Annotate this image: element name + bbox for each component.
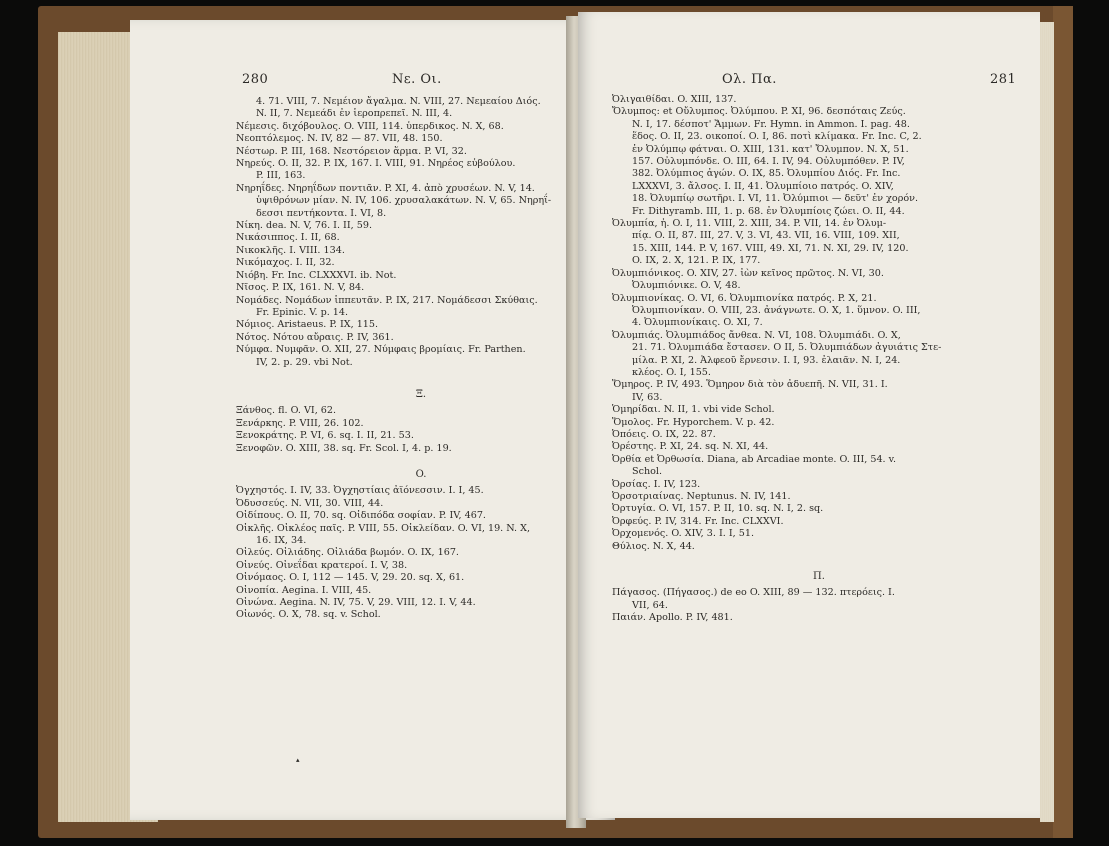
index-entry: Ὀρσίας. I. IV, 123.: [612, 478, 701, 490]
index-entry: Ὀγχηστός. I. IV, 33. Ὀγχηστίαις ἀϊόνεσσιν. I. I, 45.: [236, 485, 484, 497]
left-page: [130, 20, 615, 820]
index-entry: 18. Ὀλυμπίῳ σωτῆρι. I. VI, 11. Ὀλύμπιοι — δεῦτ' ἐν χορόν.: [632, 193, 918, 205]
index-entry: Ὀλυμπιονίκας. O. VI, 6. Ὀλυμπιονίκα πατρός. P. X, 21.: [612, 292, 877, 304]
running-head: Νε. Οι.: [392, 72, 442, 87]
page-number: 281: [990, 72, 1017, 87]
index-entry: ἐν Ὀλύμπῳ φάτναι. O. XIII, 131. κατ' Ὄλυμπον. N. X, 51.: [632, 143, 909, 155]
index-entry: Παιάν. Apollo. P. IV, 481.: [612, 612, 733, 624]
index-entry: πίᾳ. O. II, 87. III, 27. V, 3. VI, 43. VII, 16. VIII, 109. XII,: [632, 230, 900, 242]
index-entry: 16. IX, 34.: [256, 535, 307, 546]
index-entry: ἕδος. O. II, 23. οικοποί. O. I, 86. ποτὶ κλίμακα. Fr. Inc. C, 2.: [632, 131, 922, 143]
index-entry: Ὀλυμπιόνικε. O. V, 48.: [632, 280, 741, 292]
print-mark: ▴: [296, 756, 300, 764]
index-entry: Οἰδίπους. O. II, 70. sq. Οἰδιπόδα σοφίαν. P. IV, 467.: [236, 510, 486, 522]
index-entry: Οἰνώνα. Aegina. N. IV, 75. V, 29. VIII, 12. I. V, 44.: [236, 597, 476, 609]
index-entry: 21. 71. Ὀλυμπιάδα ἔστασεν. O II, 5. Ὀλυμπιάδων ἀγυιάτις Στε-: [632, 342, 942, 354]
index-entry: O. IX, 2. X, 121. P. IX, 177.: [632, 255, 761, 267]
index-entry: Νικόμαχος. I. II, 32.: [236, 257, 335, 269]
index-entry: Fr. Dithyramb. III, 1. p. 68. ἐν Ὀλυμπίοις ζώει. O. II, 44.: [632, 205, 905, 217]
page-number: 280: [242, 72, 269, 87]
index-entry: VII, 64.: [632, 599, 668, 611]
page-edges-right: [1040, 22, 1054, 822]
index-entry: Ὀλυμπία, ἡ. O. I, 11. VIII, 2. XIII, 34. P. VII, 14. ἐν Ὀλυμ-: [612, 218, 887, 230]
index-entry: κλέος. O. I, 155.: [632, 366, 711, 378]
index-entry: Οἰλεύς. Οἰλιάδης. Οἰλιάδα βωμόν. O. IX, 167.: [236, 547, 459, 559]
index-entry: 4. 71. VIII, 7. Νεμέιον ἄγαλμα. N. VIII, 27. Νεμεαίου Διός.: [256, 96, 541, 107]
index-entry: Ὀρέστης. P. XI, 24. sq. N. XI, 44.: [612, 441, 769, 453]
index-entry: Ὀλιγαιθίδαι. O. XIII, 137.: [612, 94, 737, 105]
index-entry: P. III, 163.: [256, 170, 306, 182]
index-entry: Νόμιος. Aristaeus. P. IX, 115.: [236, 319, 379, 331]
index-entry: Ὀλυμπιάς. Ὀλυμπιάδος ἄνθεα. N. VI, 108. Ὀλυμπιάδι. O. X,: [612, 329, 901, 341]
entries-o: [236, 485, 606, 621]
index-entry: Νηρηΐδες. Νηρηΐδων ποντιᾶν. P. XI, 4. ἀπὸ χρυσέων. N. V, 14.: [236, 182, 535, 194]
index-entry: Οἰνοπία. Aegina. I. VIII, 45.: [236, 584, 372, 596]
index-entry: Νύμφα. Νυμφᾶν. O. XII, 27. Νύμφαις βρομίαις. Fr. Parthen.: [236, 344, 526, 356]
index-entry: Ὄλυμπος: et Οὔλυμπος. Ὀλύμπου. P. XI, 96. δεσπόταις Ζεύς.: [612, 106, 906, 118]
index-entry: Ὀρθία et Ὀρθωσία. Diana, ab Arcadiae monte. O. III, 54. v.: [612, 453, 896, 465]
index-entry: 4. Ὀλυμπιονίκαις. O. XI, 7.: [632, 317, 763, 329]
index-entry: ὑψιθρόνων μίαν. N. IV, 106. χρυσαλακάτων. N. V, 65. Νηρηΐ-: [256, 195, 552, 207]
index-entry: Ὀλυμπιονίκαν. O. VIII, 23. ἀνάγνωτε. O. X, 1. ὕμνον. O. III,: [632, 304, 921, 316]
index-entry: Νομάδες. Νομάδων ἱππευτᾶν. P. IX, 217. Νομάδεσσι Σκύθαις.: [236, 294, 538, 306]
entries-o-cont: [612, 94, 1026, 553]
index-entry: Ξενοφῶν. O. XIII, 38. sq. Fr. Scol. I, 4. p. 19.: [236, 442, 452, 454]
index-entry: Schol.: [632, 466, 663, 478]
entries-n: [236, 96, 606, 369]
index-entry: Οἰωνός. O. X, 78. sq. v. Schol.: [236, 609, 381, 621]
index-entry: Πάγασος. (Πήγασος.) de eo O. XIII, 89 — 132. πτερόεις. I.: [612, 587, 895, 599]
index-entry: Νίκη. dea. N. V, 76. I. II, 59.: [236, 220, 372, 232]
index-entry: Οἰνεύς. Οἰνεΐδαι κρατεροί. I. V, 38.: [236, 559, 408, 571]
entries-pi: [612, 587, 1026, 624]
index-entry: Ὀπόεις. O. IX, 22. 87.: [612, 428, 716, 440]
index-entry: Ὀδυσσεύς. N. VII, 30. VIII, 44.: [236, 497, 384, 509]
index-entry: 382. Ὀλύμπιος ἀγών. O. IX, 85. Ὀλυμπίου Διός. Fr. Inc.: [632, 168, 901, 180]
index-entry: Νεοπτόλεμος. N. IV, 82 — 87. VII, 48. 150.: [236, 133, 443, 145]
index-column-right: [612, 94, 1026, 625]
index-entry: N. II, 7. Νεμεάδι ἐν ἱεροπρεπεῖ. N. III, 4.: [256, 108, 453, 120]
index-entry: Νιόβη. Fr. Inc. CLXXXVI. ib. Not.: [236, 269, 397, 281]
index-entry: Οἰνόμαος. O. I, 112 — 145. V, 29. 20. sq. X, 61.: [236, 572, 465, 584]
index-entry: μίλα. P. XI, 2. Ἀλφεοῦ ἔρνεσιν. I. I, 93. ἐλαιᾶν. N. I, 24.: [632, 354, 901, 366]
right-page: [578, 12, 1040, 818]
cover-edge: [1053, 6, 1073, 838]
index-entry: Fr. Epinic. V. p. 14.: [256, 306, 349, 318]
index-entry: IV, 2. p. 29. vbi Not.: [256, 356, 353, 368]
index-entry: Ὀρφεύς. P. IV, 314. Fr. Inc. CLXXVI.: [612, 515, 784, 527]
index-entry: Ὁμηρίδαι. N. II, 1. vbi vide Schol.: [612, 404, 775, 416]
entries-xi: [236, 405, 606, 455]
index-entry: Θύλιος. N. X, 44.: [612, 540, 695, 552]
index-entry: Νέστωρ. P. III, 168. Νεστόρειον ἅρμα. P. VI, 32.: [236, 145, 467, 157]
section-letter-o: O.: [415, 468, 427, 480]
index-entry: LXXXVI, 3. ἄλσος. I. II, 41. Ὀλυμπίοιο πατρός. O. XIV,: [632, 180, 894, 192]
index-entry: Οἰκλῆς. Οἰκλέος παῖς. P. VIII, 55. Οἰκλείδαν. O. VI, 19. N. X,: [236, 522, 531, 534]
index-entry: IV, 63.: [632, 391, 663, 403]
index-entry: Ὀλυμπιόνικος. O. XIV, 27. ἰὼν κεῖνος πρῶτος. N. VI, 30.: [612, 267, 884, 279]
index-entry: Ὀρχομενός. O. XIV, 3. I. I, 51.: [612, 528, 754, 540]
index-entry: Ὀρτυγία. O. VI, 157. P. II, 10. sq. N. I, 2. sq.: [612, 503, 824, 515]
running-head: Ολ. Πα.: [722, 72, 777, 87]
section-letter-xi: Ξ.: [415, 388, 427, 400]
index-entry: Νικάσιππος. I. II, 68.: [236, 232, 340, 244]
index-entry: Ὅμηρος. P. IV, 493. Ὅμηρον διὰ τὸν ἀδυεπῆ. N. VII, 31. I.: [612, 379, 888, 391]
index-entry: N. I, 17. δέσποτ' Ἄμμων. Fr. Hymn. in Ammon. I. pag. 48.: [632, 118, 910, 130]
index-entry: Νηρεύς. O. II, 32. P. IX, 167. I. VIII, 91. Νηρέος εὐβούλου.: [236, 158, 516, 170]
index-entry: Ὅμολος. Fr. Hyporchem. V. p. 42.: [612, 416, 775, 428]
index-entry: Ξενάρκης. P. VIII, 26. 102.: [236, 417, 364, 429]
index-entry: δεσσι πεντήκοντα. I. VI, 8.: [256, 207, 387, 219]
section-letter-pi: Π.: [813, 571, 825, 583]
open-book: [38, 6, 1073, 838]
index-entry: Νέμεσις. διχόβουλος. O. VIII, 114. ὑπερδικος. N. X, 68.: [236, 120, 504, 132]
index-entry: 15. XIII, 144. P. V, 167. VIII, 49. XI, 71. N. XI, 29. IV, 120.: [632, 242, 909, 254]
index-entry: 157. Οὐλυμπόνδε. O. III, 64. I. IV, 94. Οὐλυμπόθεν. P. IV,: [632, 156, 905, 168]
index-entry: Ξενοκράτης. P. VI, 6. sq. I. II, 21. 53.: [236, 430, 414, 442]
index-entry: Ὀρσοτριαίνας. Neptunus. N. IV, 141.: [612, 491, 791, 502]
index-entry: Νικοκλῆς. I. VIII. 134.: [236, 244, 345, 256]
index-entry: Ξάνθος. fl. O. VI, 62.: [236, 405, 337, 417]
index-entry: Νότος. Νότου αὔραις. P. IV, 361.: [236, 331, 394, 343]
index-entry: Νῖσος. P. IX, 161. N. V, 84.: [236, 282, 365, 294]
index-column-left: [236, 96, 606, 622]
